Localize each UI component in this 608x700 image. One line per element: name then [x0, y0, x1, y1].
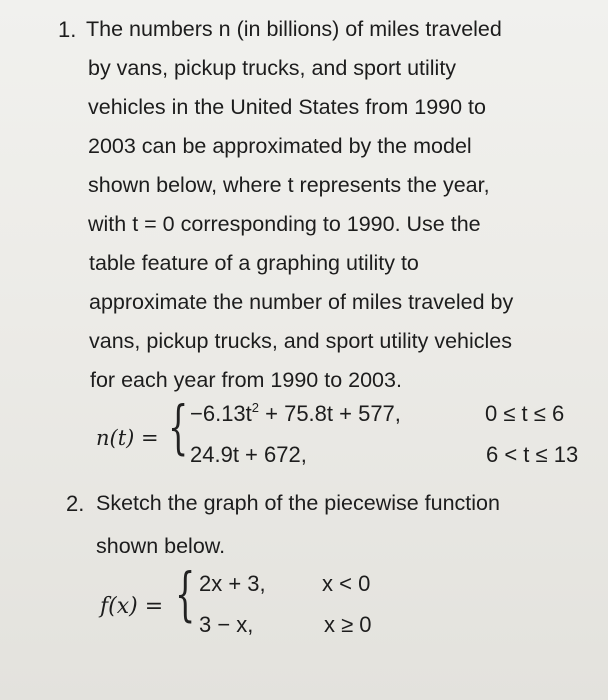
- function-n-piece-2-domain: 6 < t ≤ 13: [486, 442, 579, 467]
- function-n-piece-1-expression: $-6.13t^2 + 75.8t + 577$,: [190, 400, 401, 426]
- problem-1-line: shown below, where t represents the year,: [88, 173, 490, 197]
- problem-2-line: Sketch the graph of the piecewise function: [96, 491, 500, 515]
- problem-2-line: shown below.: [96, 534, 226, 558]
- problem-1-line: 2003 can be approximated by the model: [88, 134, 472, 158]
- function-n-label: n(t) =: [96, 426, 159, 450]
- left-brace: {: [168, 393, 189, 461]
- problem-1-line: vans, pickup trucks, and sport utility vehicles: [89, 329, 513, 353]
- problem-1-line: approximate the number of miles traveled by: [89, 290, 514, 314]
- function-f-piece-1-domain: x < 0: [322, 571, 371, 596]
- function-n-piece-1-domain: 0 ≤ t ≤ 6: [485, 401, 565, 426]
- problem-1-line: for each year from 1990 to 2003.: [90, 368, 402, 392]
- function-f-label: f(x) =: [100, 594, 164, 619]
- function-f-piece-2-expression: 3 − x,: [199, 612, 254, 637]
- problem-1-line: The numbers n (in billions) of miles traveled: [86, 17, 502, 41]
- function-f-piece-2-domain: x ≥ 0: [324, 612, 372, 637]
- problem-1-line: by vans, pickup trucks, and sport utility: [88, 56, 457, 80]
- function-f-piece-1-expression: 2x + 3,: [199, 571, 266, 596]
- problem-1-line: vehicles in the United States from 1990 to: [88, 95, 486, 119]
- problem-1-line: table feature of a graphing utility to: [89, 251, 419, 275]
- left-brace: {: [175, 560, 196, 628]
- problem-1-number: 1.: [58, 17, 77, 42]
- function-n-piece-2-expression: 24.9t + 672,: [190, 442, 307, 467]
- problem-2-number: 2.: [66, 491, 85, 516]
- problem-1-line: with t = 0 corresponding to 1990. Use the: [88, 212, 481, 236]
